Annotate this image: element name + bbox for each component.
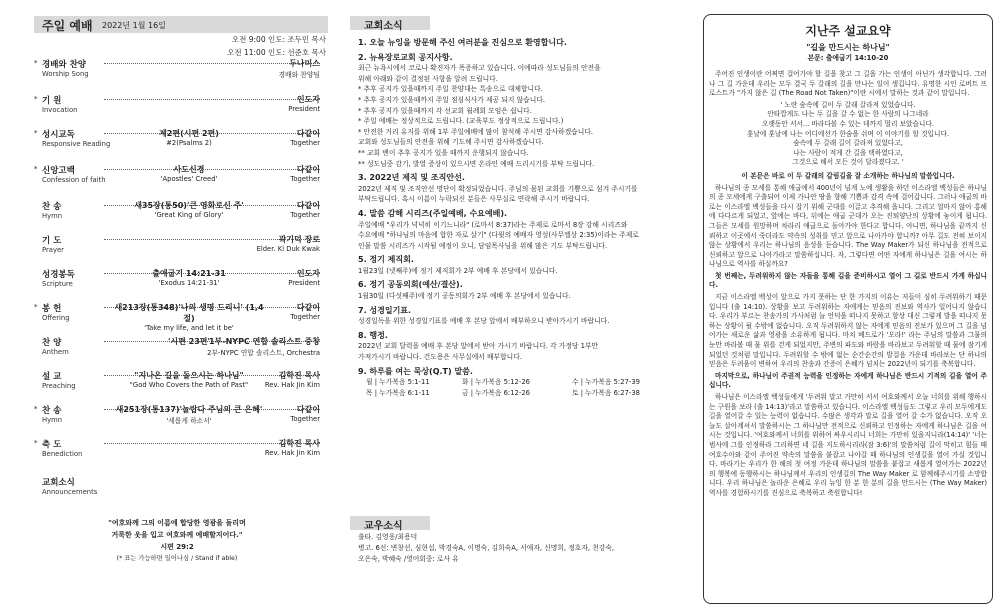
order-item-leader-en: 2부-NYPC 연합 솔리스트, Orchestra	[207, 349, 320, 357]
order-item-leader-ko: 곽기덕 장로	[278, 235, 320, 244]
poem-line: 오랫동안 서서... 바라다볼 수 있는 데까지 멀리 보았습니다.	[762, 119, 934, 128]
sermon-para-2: 하나님의 종 모세를 통해 애굽에서 400년이 넘게 노예 생활을 하던 이스라엘 백성들은 하나님의 종 모세에게 구출되어 이제 가나안 땅을 향해 기쁨과 감격 속에 걸어갑니다. 그러나 애굽의 바로는 이스라엘 백성들을 다시 잡기 위해 군대를 이끌고 추격해 옵니다. 그리고 얼마지 않아 홍해에 다다르게 되었고, 앞에는 바다, 뒤에는 애굽 군대가 오는 진퇴양난의 상황에 놓이게 됩니다. 그들은 모세를 원망하며 차라리 애굽으로 돌아가야 한다고 합니다. 아니면, 하나님을 끝까지 신뢰하고 이곳에서 죽더라도 약속의 성취를 믿고 앞으로 나아가야 합니까? 아무 길도 전혀 보이지 않는 상황에서 우리는 하나님의 음성을 듣습니다. The Way Maker가 되신 하나님을 전적으로 신뢰하고 앞으로 나아가라고 말씀하십니다. 자, 그렇다면 어떤 자에게 하나님은 길을 여시는 하나님으로 역사를 하실까요?	[709, 183, 987, 269]
news-item-line: 교회와 성도님들의 안전을 위해 기도해 주시면 감사하겠습니다.	[358, 138, 544, 147]
poem-line: 그것으로 해서 모든 것이 달라졌다고. '	[792, 158, 904, 167]
news-item-heading: 9. 하루를 여는 묵상(Q.T) 말씀.	[358, 366, 473, 376]
order-item-title: 기 원	[42, 96, 62, 106]
order-item-leader-en: Elder. Ki Duk Kwak	[256, 245, 320, 253]
qt-reading: 목 | 누가복음 6:1-11	[366, 388, 430, 397]
order-item-title: 축 도	[42, 440, 62, 450]
order-item-title: 성경봉독	[42, 270, 75, 280]
news-item-line: 최근 뉴욕시에서 코로나 확진자가 폭증하고 있습니다. 이에따라 성도님들의 안전을	[358, 64, 601, 73]
order-item-subtitle: Hymn	[42, 416, 63, 424]
order-item	[34, 164, 320, 194]
order-item-subtitle: Offering	[42, 314, 70, 322]
order-item-detail-en: #2(Psalms 2)	[166, 139, 212, 147]
order-item	[34, 302, 320, 332]
service-time-2: 오전 11:00 인도: 선준호 목사	[227, 48, 326, 57]
sermon-title: "길을 만드시는 하나님"	[806, 43, 890, 52]
qt-reading: 월 | 누가복음 5:1-11	[366, 378, 430, 387]
news-item-line: 2022년 제직 및 조직안선 명단이 확정되었습니다. 주님의 몸된 교회를 기쁨으로 섬겨 주시기를	[358, 184, 638, 193]
order-item	[34, 404, 320, 434]
news-item-line: 수요예배 "하나님의 마음에 합한 자로 살기" (다윗의 예배자 영성(사무엘상 2:35)이라는 주제로	[358, 231, 639, 240]
order-item-detail-ko: 사도신경	[173, 165, 205, 174]
order-item-leader-ko: 다같이	[296, 405, 320, 414]
poem-line: ' 노란 숲속에 길이 두 갈래 갈라져 있었습니다.	[780, 100, 916, 109]
sermon-scripture: 본문: 출애굽기 14:10-20	[807, 54, 889, 62]
order-item-leader-ko: 인도자	[296, 269, 320, 278]
order-item	[34, 58, 320, 88]
news-item-line: 1월30일 (다섯째주)에 정기 공동의회가 2부 예배 후 본당에서 있습니다.	[358, 292, 571, 301]
order-item-leader-en: 경배와 찬양팀	[278, 71, 320, 79]
poem-line: 안타깝게도 나는 두 길을 갈 수 없는 한 사람의 나그네라	[767, 110, 929, 119]
order-item-detail-en: "God Who Covers the Path of Past"	[129, 381, 249, 389]
order-item	[42, 234, 320, 264]
order-item-subtitle: Hymn	[42, 212, 63, 220]
order-item-leader	[200, 336, 320, 357]
news-item-line: * 추후 공지가 있을때까지 주일 찬양대는 특송으로 대체합니다.	[358, 85, 543, 94]
order-bullet: *	[34, 303, 38, 311]
sermon-heading-3: 마지막으로, 하나님이 주권적 능력을 인정하는 자에게 하나님은 반드시 기적의 길을 열어 주십니다.	[709, 371, 987, 390]
closing-verse	[62, 517, 292, 565]
order-item-subtitle: Responsive Reading	[42, 140, 111, 148]
order-item-leader-en: Together	[290, 415, 320, 423]
duty-line-2: 병고. 6선: 변창선, 심현섭, 박경숙A, 이명숙, 김희숙A, 서애자, 신명희, 정호자, 천강숙,	[358, 544, 615, 552]
order-item-leader-en: President	[288, 105, 320, 113]
order-item-leader-en: Together	[290, 175, 320, 183]
order-item-leader-ko: 김학진 목사	[278, 439, 320, 448]
news-item-line: * 주일 예배는 정상적으로 드립니다. (교육부도 정상적으로 드립니다.)	[358, 117, 564, 126]
poem-line: 훗날에 훗날에 나는 어디에선가 한숨을 쉬며 이 이야기를 할 것입니다.	[746, 129, 950, 138]
order-item-title: 신앙고백	[42, 166, 75, 176]
order-item-leader	[200, 164, 320, 183]
order-item	[42, 370, 320, 400]
stand-note: (* 표는 가능하면 일어나심 / Stand if able)	[116, 555, 238, 562]
order-item-leader-en: Together	[290, 211, 320, 219]
duty-section-title: 교우소식	[364, 521, 403, 532]
order-item	[42, 476, 294, 506]
order-item-leader-ko: 두나미스	[289, 59, 320, 68]
order-item-detail-en: 'Apostles' Creed'	[160, 175, 218, 183]
order-item-title: 기 도	[42, 236, 62, 246]
order-item-detail-en: 'Great King of Glory'	[154, 211, 224, 219]
order-item-leader	[200, 438, 320, 457]
order-item-subtitle: Scripture	[42, 280, 73, 288]
order-item-leader	[200, 128, 320, 147]
order-item-title: 설 교	[42, 372, 62, 382]
order-item-detail-ko: 출애굽기 14:21-31	[152, 269, 226, 278]
order-item-detail-ko: 새251장(통137)'놀랍다 주님의 큰 은혜'	[115, 405, 263, 414]
poem-line: 숲속에 두 갈래 길이 갈라져 있었다고,	[793, 139, 903, 148]
order-item-leader-ko: 1부-NYPC 연합 솔리스트 중창	[208, 337, 320, 346]
sermon-poem	[709, 101, 987, 168]
poem-line: 나는 사람이 적게 간 길을 택하였다고,	[793, 148, 903, 157]
order-item-leader-ko: 다같이	[296, 129, 320, 138]
order-item-leader-ko: 인도자	[296, 95, 320, 104]
order-item-subtitle: Invocation	[42, 106, 78, 114]
news-item-line: ** 교회 밴이 추후 공지가 있을 때까지 운행되지 않습니다.	[358, 148, 529, 157]
order-bullet: *	[34, 405, 38, 413]
order-item-leader	[200, 58, 320, 79]
order-item-leader-en: President	[288, 279, 320, 287]
order-item-leader	[200, 268, 320, 287]
news-item-line: 가져가시기 바랍니다. 건도용은 사무실에서 배부합니다.	[358, 353, 522, 362]
order-item-leader-ko: 다같이	[296, 165, 320, 174]
sermon-body	[709, 70, 987, 501]
order-item-leader-en: Rev. Hak Jin Kim	[264, 381, 320, 389]
news-item-heading: 6. 정기 공동의회(예산/결산).	[358, 280, 463, 290]
news-section-title: 교회소식	[364, 21, 403, 32]
duty-line-3: 오은숙, 박혜숙 /영어회중: 로사 유	[358, 555, 459, 563]
news-item-line: 위해 아래와 같이 결정된 사항을 알려 드립니다.	[358, 74, 498, 83]
sermon-para-3: 지금 이스라엘 백성이 앞으로 가지 못하는 단 한 가지의 이유는 저들이 심히 두려워하기 때문입니다 (출 14:10). 상황을 보고 두려워하는 자에게는 믿음의 진보와 역사가 일어나지 않습니다. 우리가 부르는 찬송가의 가사처럼 늘 언덕을 떠나지 못하고 항상 대신 그렇게 발을 떠나지 못하는 상황이 될 수밖에 없습니다. 오직 두려워하지 않는 자에게 믿음의 진보가 있으며 그 길을 넘어가는 새로운 삶과 영광을 소유하게 됩니다. 마치 베드로가 '오라!' 라는 주님의 말씀과 그물의 눈만 바라볼 때 물 위를 걷게 되었지만, 주변의 파도와 바람을 바라보고 두려워할 때 물에 잠기게 되었던 것처럼 말입니다. 두려워할 수 밖에 없는 순간순간의 발걸음 가운데 바라보는 단 하나의 믿음은 두려움이 변하여 우리의 찬송과 간증이 은혜가 넘치는 2022년이 되기를 축복합니다.	[709, 293, 987, 369]
order-item-subtitle: Confession of faith	[42, 176, 106, 184]
service-date: 2022년 1월 16일	[102, 21, 166, 30]
closing-line-2: 거룩한 옷을 입고 여호와께 예배할지어다."	[111, 531, 243, 539]
order-item	[42, 336, 320, 366]
order-item	[42, 268, 320, 298]
order-item-detail-ko: "지나온 길을 돌으시는 하나님"	[134, 371, 244, 380]
order-item-detail-en: 'Take my life, and let it be'	[144, 324, 234, 332]
order-item-leader	[200, 370, 320, 389]
qt-reading: 금 | 누가복음 6:12-26	[462, 388, 530, 397]
news-item-line: * 추후 공지가 있을때까지 각 선교회 월례회 모임은 쉽니다.	[358, 106, 532, 115]
qt-reading: 수 | 누가복음 5:27-39	[572, 378, 640, 387]
sermon-heading-1: 이 본문은 바로 이 두 갈래의 갈림길을 잘 소개하는 하나님의 말씀입니다.	[741, 171, 955, 180]
order-item-detail-ko: 제2편(시편 2편)	[159, 129, 219, 138]
order-item-title: 찬 송	[42, 202, 62, 212]
qt-reading: 토 | 누가복음 6:27-38	[572, 388, 640, 397]
order-item-subtitle: Worship Song	[42, 70, 89, 78]
news-item-line: 주일예배 "우리가 넉넉히 이기느니라" (로마서 8:37)라는 주제로 로마서 8장 강해 시리즈와	[358, 220, 628, 229]
order-item-detail-ko: '시편 23편'	[167, 337, 210, 346]
order-item-leader-ko: 김학진 목사	[278, 371, 320, 380]
order-item-leader-en: Together	[290, 313, 320, 321]
closing-line-1: "여호와께 그의 이름에 합당한 영광을 돌리며	[108, 519, 246, 527]
church-news-panel	[350, 0, 690, 612]
order-bullet: *	[34, 165, 38, 173]
order-item-subtitle: Prayer	[42, 246, 64, 254]
order-item-leader-ko: 다같이	[296, 303, 320, 312]
order-item-title: 찬 양	[42, 338, 62, 348]
order-item-leader-en: Together	[290, 139, 320, 147]
news-item-line: * 추후 공지가 있을때까지 주일 점심식사가 제공 되지 않습니다.	[358, 95, 545, 104]
order-item-title: 경배와 찬양	[42, 60, 87, 70]
news-item-line: 인물 말씀 시리즈가 시작될 예정이 오니, 담임목사님을 위해 많은 기도 부탁드립니다.	[358, 241, 608, 250]
member-news	[358, 532, 688, 565]
service-title: 주일 예배	[42, 19, 93, 33]
news-item-heading: 1. 오늘 뉴잉을 방문해 주신 여러분을 진심으로 환영합니다.	[358, 38, 567, 47]
order-item-leader	[200, 200, 320, 219]
news-item-heading: 5. 정기 제직회.	[358, 255, 414, 265]
news-item-heading: 3. 2022년 제직 및 조직안선.	[358, 173, 465, 183]
news-item-line: 1월23일 (넷째주)에 정기 제직회가 2부 예배 후 본당에서 있습니다.	[358, 266, 558, 275]
duty-line-1: 출타. 김영웅/최용덕	[358, 533, 418, 541]
order-item-detail-en: 'Exodus 14:21-31'	[158, 279, 220, 287]
order-item-detail-ko: 새35장(통50)'큰 영화로신 주'	[134, 201, 244, 210]
order-item-subtitle: Benediction	[42, 450, 83, 458]
news-item-line: 부탁드립니다. 혹시 이름이 누락되신 분들은 사무실로 연락해 주시기 바랍니다.	[358, 195, 590, 204]
sermon-summary-panel	[703, 0, 999, 612]
news-item-line: ** 성도님중 감기, 발열 증상이 있으시면 온라인 예배 드리시기를 부탁 드립니다.	[358, 159, 595, 168]
news-item-heading: 4. 말씀 감해 시리즈(주일예배, 수요예배).	[358, 208, 508, 218]
order-bullet: *	[34, 129, 38, 137]
order-item-leader	[200, 404, 320, 423]
news-item-line: 2022년 교회 달력을 예배 후 본당 앞에서 받아 가시기 바랍니다. 각 가정당 1부만	[358, 342, 599, 351]
news-item-heading: 7. 성경일기표.	[358, 305, 412, 315]
order-bullet: *	[34, 59, 38, 67]
order-bullet: *	[34, 95, 38, 103]
qt-schedule	[366, 377, 688, 398]
order-item	[42, 200, 320, 230]
order-item-subtitle: Anthem	[42, 348, 69, 356]
closing-ref: 시편 29:2	[160, 543, 194, 551]
order-item-leader	[200, 234, 320, 253]
order-of-service-panel	[0, 0, 336, 612]
order-item-detail-ko: 새213장(통348)'나의 생명 드리니' (1,4절)	[114, 303, 264, 323]
order-item-title: 교회소식	[42, 478, 75, 488]
order-bullet: *	[34, 439, 38, 447]
order-item-leader	[200, 302, 320, 321]
order-item-detail-en: '세롭게 하소서'	[166, 417, 212, 425]
order-item	[34, 94, 320, 124]
news-item-line: * 안전한 거리 유지를 위해 1부 주일예배에 많이 참석해 주시면 감사하겠습니다.	[358, 127, 594, 136]
sermon-para-1: 주어진 인생이란 어쩌면 걸어가야 할 길을 찾고 그 길을 가는 인생이 아닌가 생각합니다. 그러나 그 길 가운데 우리는 모두 결국 두 갈래의 길을 만나는 일이 생깁니다. 유명한 시인 로버트 프로스트가 "가지 않은 길 (The Road Not Taken)"이란 시에서 말하는 것과 같이 말입니다.	[709, 70, 987, 98]
service-time-1: 오전 9:00 인도: 조두민 목사	[231, 35, 326, 44]
service-times	[126, 33, 326, 59]
order-item-subtitle: Preaching	[42, 382, 76, 390]
order-item-leader-ko: 다같이	[296, 201, 320, 210]
order-item	[34, 128, 320, 158]
order-item-leader	[200, 94, 320, 113]
qt-reading: 화 | 누가복음 5:12-26	[462, 378, 530, 387]
order-item-title: 봉 헌	[42, 304, 62, 314]
order-item-title: 성시교독	[42, 130, 75, 140]
sermon-para-4: 하나님은 이스라엘 백성들에게 '두려워 말고 가만히 서서 여호와께서 오늘 너희를 위해 행하시는 구원을 보라 (출 14:13)'라고 말씀하고 있습니다. 이스라엘 백성들도 그렇고 우리 모두에게도 길을 열어갈 수 있는 능력이 없습니다. 수많은 생각과 말로 길을 열어 갈 수가 없습니다. 오직 오늘도 살아계셔서 말씀하시는 그 하나님만 전적으로 신뢰하고 인정하는 자에게 하나님은 길을 여시는 것입니다. '여호와께서 너희를 위하여 싸우시리니 너희는 가만히 있을지니라(14:14)' '너는 범사에 그를 인정하라 그리하면 네 길을 지도하시리라(잠 3:6)'의 말씀처럼 길이 막히고 힘들 때 여호수아와 같이 주어진 약속의 말씀을 붙잡고 나아갈 때 하나님의 인생길을 열어 가실 것입니다. 바라기는 우리가 한 해의 첫 여정 가운데 하나님의 말씀을 붙잡고 새롭게 열어가는 2022년의 행복에 동행하시는 하나님께서 우리의 인생길의 The Way Maker 로 함께해주시기를 소망합니다. 우리 하나님은 놀라운 은혜로 우리 뉴잉 한 분 한 분의 길을 만드시는 (The Way Maker) 역사를 경험하시기를 진심으로 축복하고 축원합니다!	[709, 393, 987, 497]
order-item-title: 찬 송	[42, 406, 62, 416]
sermon-heading: 지난주 설교요약	[805, 24, 891, 38]
order-item-subtitle: Announcements	[42, 488, 98, 496]
news-list	[358, 34, 688, 398]
order-item	[34, 438, 320, 468]
news-item-line: 성경일독을 위한 성경일기표를 예배 후 본당 앞에서 배부하오니 받아가시기 바랍니다.	[358, 317, 610, 326]
news-item-heading: 2. 뉴욕장로교회 공지사항.	[358, 52, 453, 62]
news-item-heading: 8. 행정.	[358, 330, 388, 340]
order-item-leader-en: Rev. Hak Jin Kim	[264, 449, 320, 457]
sermon-heading-2: 첫 번째는, 두려워하지 않는 자들을 통해 길을 준비하시고 열어 그 길로 반드시 가게 하십니다.	[709, 271, 987, 290]
